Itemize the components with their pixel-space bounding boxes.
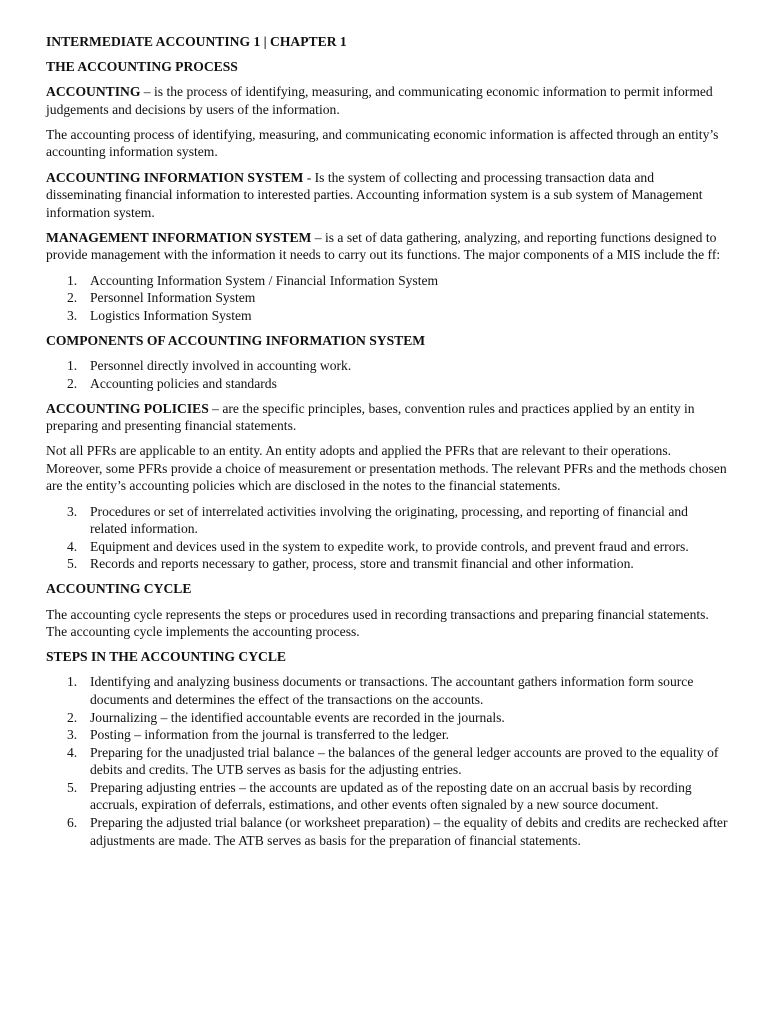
- list-item: 5. Preparing adjusting entries – the accounts are updated as of the reposting date on an accrual basis by recording accruals, expiration of deferrals, estimations, and other events often signaled by a new source document.: [67, 779, 692, 813]
- ais-definition-text: - Is the system of collecting and processing transaction data and disseminating financial information to interested parties. Accounting information system is a sub system of Management information system.: [46, 169, 703, 220]
- steps-heading: STEPS IN THE ACCOUNTING CYCLE: [46, 649, 286, 665]
- list-item: 3. Logistics Information System: [67, 307, 252, 323]
- list-item: 2. Personnel Information System: [67, 290, 256, 306]
- list-item: 4. Equipment and devices used in the system to expedite work, to provide controls, and prevent fraud and errors.: [67, 538, 689, 554]
- term-mis: MANAGEMENT INFORMATION SYSTEM: [46, 229, 312, 245]
- cycle-paragraph: The accounting cycle represents the steps or procedures used in recording transactions and preparing financial statements. The accounting cycle implements the accounting process.: [46, 606, 709, 640]
- pfrs-paragraph: Not all PFRs are applicable to an entity. An entity adopts and applied the PFRs that are relevant to their operations. Moreover, some PFRs provide a choice of measurement or presentation methods. The relevant PFRs and the methods chosen are the entity’s accounting policies which are disclosed in the notes to the financial statements.: [46, 443, 727, 494]
- term-ais: ACCOUNTING INFORMATION SYSTEM: [46, 169, 304, 185]
- list-item: 3. Posting – information from the journal is transferred to the ledger.: [67, 727, 450, 743]
- ais-components-list-b: [46, 503, 728, 573]
- section-title: THE ACCOUNTING PROCESS: [46, 59, 238, 75]
- list-item: 6. Preparing the adjusted trial balance (or worksheet preparation) – the equality of debits and credits are rechecked after adjustments are made. The ATB serves as basis for the preparation of financial statements.: [67, 815, 728, 848]
- components-heading: COMPONENTS OF ACCOUNTING INFORMATION SYSTEM: [46, 332, 426, 348]
- mis-definition: [46, 229, 728, 264]
- mis-definition-text: – is a set of data gathering, analyzing, and reporting functions designed to provide management with the information it needs to carry out its functions. The major components of a MIS include the ff:: [46, 229, 721, 263]
- list-item: 3. Procedures or set of interrelated activities involving the originating, processing, and reporting of financial and related information.: [67, 503, 688, 537]
- term-accounting: ACCOUNTING: [46, 84, 141, 100]
- list-item: 5. Records and reports necessary to gather, process, store and transmit financial and other information.: [67, 556, 634, 572]
- cycle-heading: ACCOUNTING CYCLE: [46, 581, 192, 597]
- process-paragraph: The accounting process of identifying, measuring, and communicating economic information is affected through an entity’s accounting information system.: [46, 126, 719, 160]
- accounting-definition-text: – is the process of identifying, measuring, and communicating economic information to permit informed judgements and decisions by users of the information.: [46, 84, 713, 117]
- mis-components-list: [46, 272, 728, 325]
- document-title: INTERMEDIATE ACCOUNTING 1 | CHAPTER 1: [46, 34, 347, 49]
- policies-definition-text: – are the specific principles, bases, convention rules and practices applied by an entity in preparing and presenting financial statements.: [46, 400, 695, 434]
- accounting-definition: [46, 83, 728, 118]
- ais-components-list-a: [46, 357, 728, 392]
- steps-list: [46, 673, 728, 849]
- policies-definition: [46, 400, 728, 435]
- list-item: 1. Accounting Information System / Financial Information System: [67, 272, 439, 288]
- list-item: 2. Accounting policies and standards: [67, 375, 277, 391]
- list-item: 1. Identifying and analyzing business documents or transactions. The accountant gathers information form source documents and determines the effect of the transactions on the accounts.: [67, 674, 694, 707]
- term-policies: ACCOUNTING POLICIES: [46, 400, 209, 416]
- list-item: 1. Personnel directly involved in accounting work.: [67, 357, 352, 373]
- list-item: 2. Journalizing – the identified accountable events are recorded in the journals.: [67, 709, 505, 725]
- ais-definition: [46, 169, 728, 222]
- list-item: 4. Preparing for the unadjusted trial balance – the balances of the general ledger accounts are proved to the equality of debits and credits. The UTB serves as basis for the adjusting entries.: [67, 744, 719, 778]
